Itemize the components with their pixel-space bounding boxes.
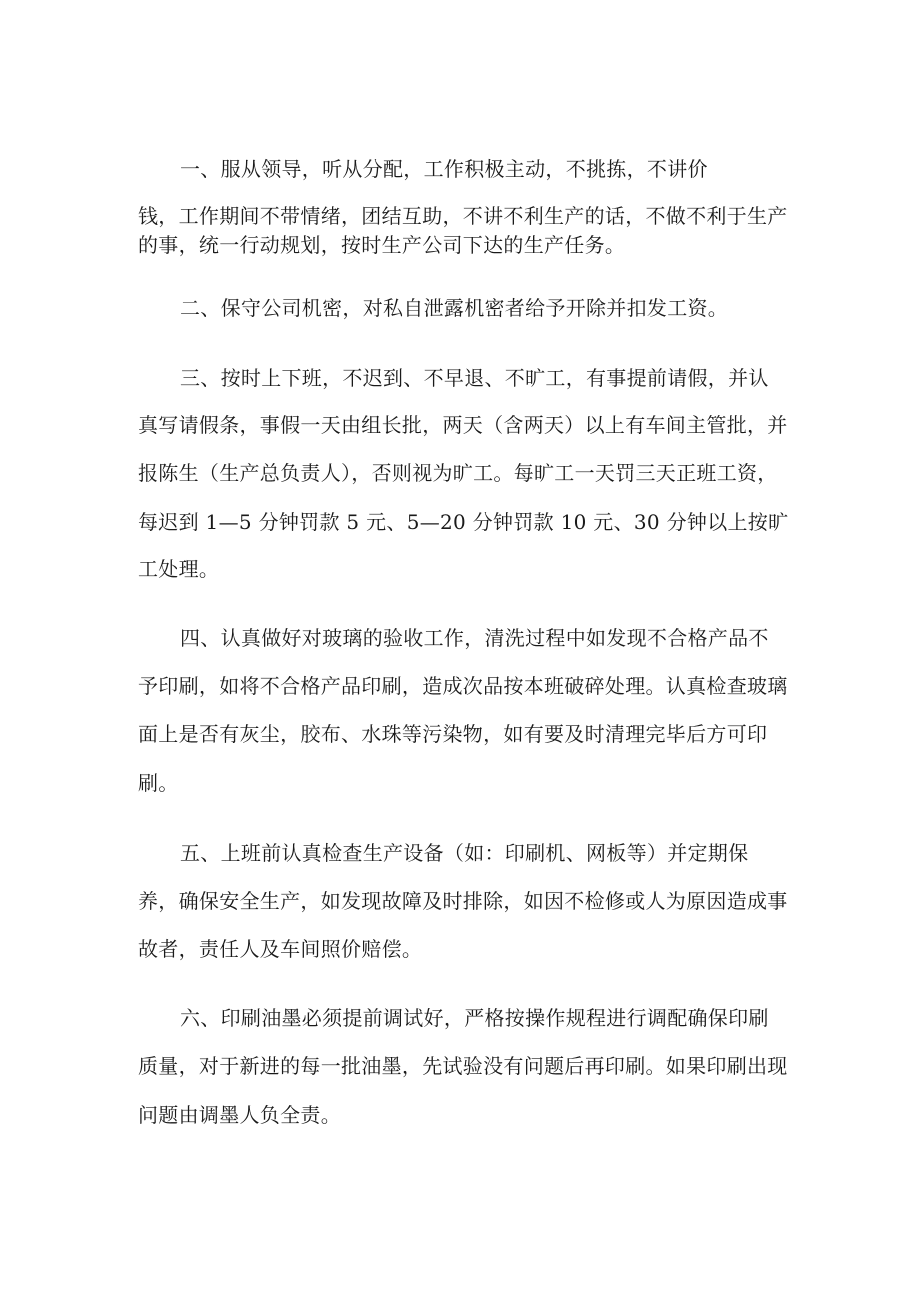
paragraph-6-line-2: 质量，对于新进的每一批油墨，先试验没有问题后再印刷。如果印刷出现	[138, 1054, 788, 1078]
paragraph-1-line-1: 一、服从领导，听从分配，工作积极主动，不挑拣，不讲价	[180, 157, 708, 181]
paragraph-2-line-1: 二、保守公司机密，对私自泄露机密者给予开除并扣发工资。	[180, 296, 729, 320]
paragraph-3-line-1: 三、按时上下班，不迟到、不早退、不旷工，有事提前请假，并认	[180, 366, 769, 390]
paragraph-3-line-4: 每迟到 1—5 分钟罚款 5 元、5—20 分钟罚款 10 元、30 分钟以上按旷	[138, 510, 789, 534]
paragraph-1-line-2: 钱，工作期间不带情绪，团结互助，不讲不利生产的话，不做不利于生产	[138, 204, 788, 228]
paragraph-3-line-2: 真写请假条，事假一天由组长批，两天（含两天）以上有车间主管批，并	[138, 413, 788, 437]
paragraph-4-line-4: 刷。	[138, 771, 179, 795]
paragraph-4-line-2: 予印刷，如将不合格产品印刷，造成次品按本班破碎处理。认真检查玻璃	[138, 674, 788, 698]
paragraph-3-line-5: 工处理。	[138, 557, 220, 581]
paragraph-1-line-3: 的事，统一行动规划，按时生产公司下达的生产任务。	[138, 233, 626, 257]
paragraph-5-line-1: 五、上班前认真检查生产设备（如：印刷机、网板等）并定期保	[180, 841, 749, 865]
paragraph-6-line-1: 六、印刷油墨必须提前调试好，严格按操作规程进行调配确保印刷	[180, 1006, 769, 1030]
paragraph-5-line-3: 故者，责任人及车间照价赔偿。	[138, 937, 423, 961]
paragraph-3-line-3: 报陈生（生产总负责人），否则视为旷工。每旷工一天罚三天正班工资，	[138, 461, 778, 485]
paragraph-5-line-2: 养，确保安全生产，如发现故障及时排除，如因不检修或人为原因造成事	[138, 889, 788, 913]
paragraph-6-line-3: 问题由调墨人负全责。	[138, 1103, 341, 1127]
paragraph-4-line-3: 面上是否有灰尘，胶布、水珠等污染物，如有要及时清理完毕后方可印	[138, 722, 768, 746]
paragraph-4-line-1: 四、认真做好对玻璃的验收工作，清洗过程中如发现不合格产品不	[180, 626, 769, 650]
